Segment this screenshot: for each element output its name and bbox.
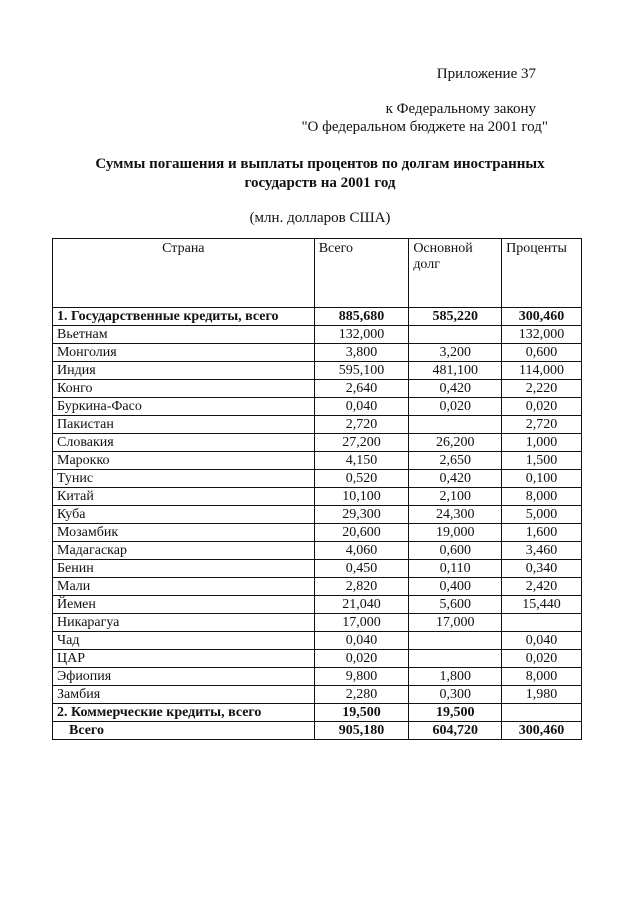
cell-interest: 1,500	[502, 452, 582, 470]
table-row	[53, 614, 582, 632]
cell-country: Буркина-Фасо	[53, 398, 315, 416]
cell-interest: 0,340	[502, 560, 582, 578]
table-row	[53, 668, 582, 686]
cell-total: 4,150	[314, 452, 409, 470]
title-line-2: государств на 2001 год	[244, 175, 396, 191]
cell-principal: 0,020	[409, 398, 502, 416]
table-row	[53, 416, 582, 434]
cell-country: Вьетнам	[53, 326, 315, 344]
debt-table	[52, 238, 582, 740]
cell-country: Словакия	[53, 434, 315, 452]
table-row	[53, 344, 582, 362]
header-interest: Проценты	[502, 239, 582, 308]
header-principal-line-1: Основной	[413, 241, 473, 256]
cell-country: Йемен	[53, 596, 315, 614]
cell-principal	[409, 326, 502, 344]
cell-total: 29,300	[314, 506, 409, 524]
cell-principal: 3,200	[409, 344, 502, 362]
cell-country: Конго	[53, 380, 315, 398]
cell-interest: 300,460	[502, 308, 582, 326]
cell-total: 0,020	[314, 650, 409, 668]
law-name: "О федеральном бюджете на 2001 год"	[301, 119, 548, 135]
cell-total: 2,640	[314, 380, 409, 398]
table-header-row	[53, 239, 582, 308]
cell-principal: 19,500	[409, 704, 502, 722]
table-row	[53, 452, 582, 470]
cell-interest: 8,000	[502, 488, 582, 506]
table-row	[53, 434, 582, 452]
cell-interest: 1,600	[502, 524, 582, 542]
cell-country: Мозамбик	[53, 524, 315, 542]
cell-total: 17,000	[314, 614, 409, 632]
table-row	[53, 470, 582, 488]
cell-country: Никарагуа	[53, 614, 315, 632]
cell-interest	[502, 614, 582, 632]
table-row	[53, 398, 582, 416]
cell-total: 0,040	[314, 632, 409, 650]
appendix-number: Приложение 37	[436, 66, 536, 82]
law-reference: к Федеральному закону	[385, 101, 536, 117]
cell-country: ЦАР	[53, 650, 315, 668]
table-row	[53, 632, 582, 650]
cell-interest: 15,440	[502, 596, 582, 614]
cell-interest: 0,020	[502, 650, 582, 668]
cell-interest: 5,000	[502, 506, 582, 524]
cell-interest: 132,000	[502, 326, 582, 344]
cell-country: Монголия	[53, 344, 315, 362]
cell-country: Мали	[53, 578, 315, 596]
cell-country: Пакистан	[53, 416, 315, 434]
cell-interest: 2,420	[502, 578, 582, 596]
header-principal-line-2: долг	[413, 257, 440, 272]
cell-total: 27,200	[314, 434, 409, 452]
cell-country: Китай	[53, 488, 315, 506]
cell-principal: 2,100	[409, 488, 502, 506]
cell-country: Мадагаскар	[53, 542, 315, 560]
cell-country: Марокко	[53, 452, 315, 470]
header-total: Всего	[314, 239, 409, 308]
cell-principal	[409, 632, 502, 650]
cell-country: Индия	[53, 362, 315, 380]
cell-principal	[409, 416, 502, 434]
cell-principal: 0,420	[409, 470, 502, 488]
cell-country: Куба	[53, 506, 315, 524]
units-note: (млн. долларов США)	[249, 210, 391, 226]
cell-interest	[502, 704, 582, 722]
cell-principal: 26,200	[409, 434, 502, 452]
cell-total: 2,820	[314, 578, 409, 596]
cell-total: 595,100	[314, 362, 409, 380]
table-row	[53, 722, 582, 740]
cell-interest: 114,000	[502, 362, 582, 380]
table-row	[53, 506, 582, 524]
table-row	[53, 578, 582, 596]
cell-principal: 604,720	[409, 722, 502, 740]
cell-total: 885,680	[314, 308, 409, 326]
cell-principal: 0,400	[409, 578, 502, 596]
cell-country: Бенин	[53, 560, 315, 578]
cell-total: 9,800	[314, 668, 409, 686]
cell-principal	[409, 650, 502, 668]
table-row	[53, 326, 582, 344]
table-row	[53, 596, 582, 614]
table-row	[53, 308, 582, 326]
cell-principal: 2,650	[409, 452, 502, 470]
cell-principal: 0,600	[409, 542, 502, 560]
cell-interest: 2,220	[502, 380, 582, 398]
cell-total: 905,180	[314, 722, 409, 740]
table-row	[53, 362, 582, 380]
cell-interest: 300,460	[502, 722, 582, 740]
cell-principal: 24,300	[409, 506, 502, 524]
cell-total: 132,000	[314, 326, 409, 344]
cell-interest: 8,000	[502, 668, 582, 686]
cell-total: 20,600	[314, 524, 409, 542]
table-row	[53, 686, 582, 704]
cell-country: Замбия	[53, 686, 315, 704]
cell-principal: 585,220	[409, 308, 502, 326]
table-row	[53, 380, 582, 398]
cell-total: 0,450	[314, 560, 409, 578]
cell-country: 2. Коммерческие кредиты, всего	[53, 704, 315, 722]
cell-total: 2,280	[314, 686, 409, 704]
cell-country: Чад	[53, 632, 315, 650]
table-body	[53, 308, 582, 740]
cell-principal: 1,800	[409, 668, 502, 686]
table-row	[53, 704, 582, 722]
cell-principal: 0,300	[409, 686, 502, 704]
header-principal	[409, 239, 502, 308]
header-country: Страна	[53, 239, 315, 308]
cell-principal: 0,110	[409, 560, 502, 578]
cell-total: 4,060	[314, 542, 409, 560]
table-row	[53, 650, 582, 668]
cell-country: Эфиопия	[53, 668, 315, 686]
cell-total: 0,040	[314, 398, 409, 416]
cell-principal: 481,100	[409, 362, 502, 380]
cell-interest: 3,460	[502, 542, 582, 560]
document-title	[60, 155, 580, 193]
cell-country: Тунис	[53, 470, 315, 488]
cell-country: Всего	[53, 722, 315, 740]
cell-interest: 1,000	[502, 434, 582, 452]
table-row	[53, 524, 582, 542]
cell-principal: 19,000	[409, 524, 502, 542]
cell-total: 2,720	[314, 416, 409, 434]
title-line-1: Суммы погашения и выплаты процентов по долгам иностранных	[95, 156, 545, 172]
cell-principal: 17,000	[409, 614, 502, 632]
cell-interest: 2,720	[502, 416, 582, 434]
table-row	[53, 560, 582, 578]
cell-total: 0,520	[314, 470, 409, 488]
cell-principal: 5,600	[409, 596, 502, 614]
cell-total: 19,500	[314, 704, 409, 722]
cell-interest: 0,600	[502, 344, 582, 362]
cell-interest: 0,020	[502, 398, 582, 416]
cell-interest: 0,040	[502, 632, 582, 650]
cell-principal: 0,420	[409, 380, 502, 398]
cell-total: 21,040	[314, 596, 409, 614]
cell-total: 3,800	[314, 344, 409, 362]
table-row	[53, 542, 582, 560]
cell-interest: 0,100	[502, 470, 582, 488]
cell-interest: 1,980	[502, 686, 582, 704]
cell-total: 10,100	[314, 488, 409, 506]
table-row	[53, 488, 582, 506]
cell-country: 1. Государственные кредиты, всего	[53, 308, 315, 326]
